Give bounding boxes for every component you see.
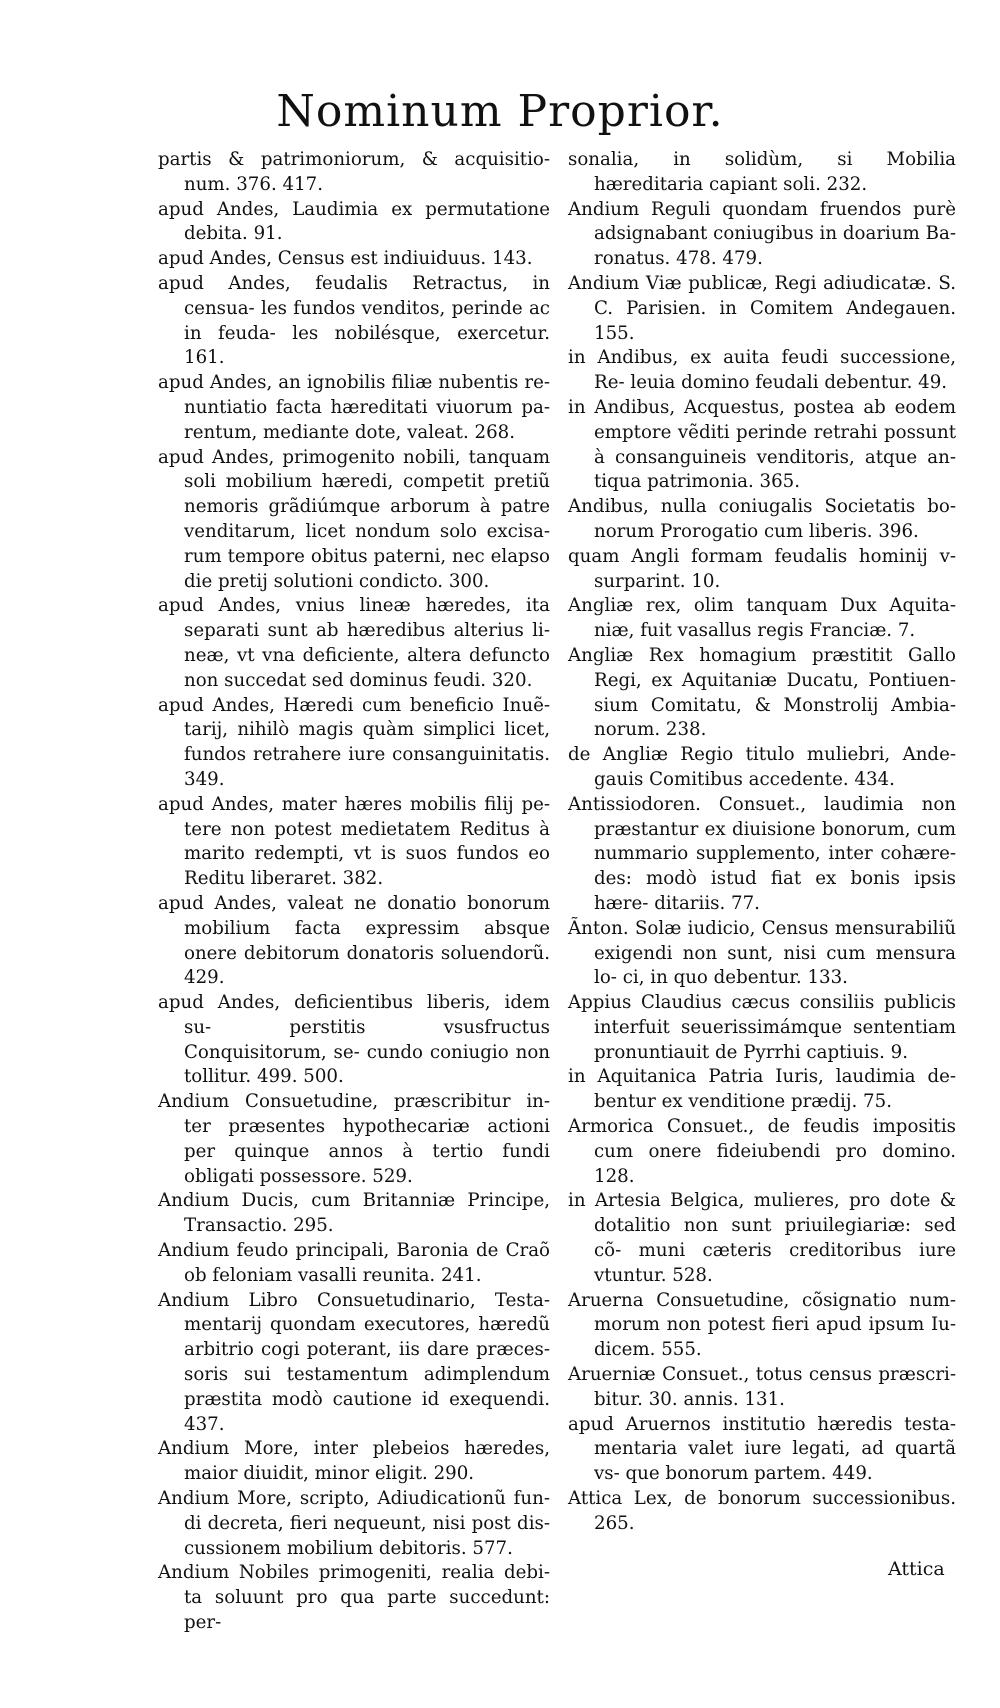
index-entry: Andium Nobiles primogeniti, realia debi- ta soluunt pro qua parte succedunt: per- xyxy=(158,1562,550,1634)
index-entry: Appius Claudius cæcus consiliis publicis interfuit seuerissimámque sententiam pronuntiauit de Pyrrhi captiuis. 9. xyxy=(568,992,956,1063)
index-entry: Aruerniæ Consuet., totus census præscri- bitur. 30. annis. 131. xyxy=(568,1364,956,1410)
index-entry: Aruerna Consuetudine, cõsignatio num- morum non potest fieri apud ipsum Iu- dicem. 555. xyxy=(568,1289,956,1361)
index-entry: Ãnton. Solæ iudicio, Census mensurabiliũ exigendi non sunt, nisi cum mensura lo- ci, in quo debentur. 133. xyxy=(568,917,956,989)
index-entry: apud Aruernos institutio hæredis testa- mentaria valet iure legati, ad quartã vs- que bonorum partem. 449. xyxy=(568,1413,956,1485)
index-entry: in Andibus, Acquestus, postea ab eodem emptore vẽditi perinde retrahi possunt à consanguineis venditoris, atque an- tiqua patrimonia. 365. xyxy=(568,396,956,493)
index-entry: partis & patrimoniorum, & acquisitio- num. 376. 417. xyxy=(158,149,550,195)
index-entry: apud Andes, feudalis Retractus, in censua- les fundos venditos, perinde ac in feuda- les nobilésque, exercetur. 161. xyxy=(158,272,550,369)
index-entry: Attica Lex, de bonorum successionibus. 265. xyxy=(568,1488,956,1534)
index-entry: Andium Libro Consuetudinario, Testa- mentarij quondam executores, hæredũ arbitrio cogi poterant, iis dare præces- soris sui testamentum adimplendum præstita modò cautione id exequendi. 437. xyxy=(158,1289,550,1435)
catchword: Attica xyxy=(888,1558,945,1580)
index-entry: Andium Consuetudine, præscribitur in- ter præsentes hypothecariæ actioni per quinque annos à tertio fundi obligati possessore. 529. xyxy=(158,1091,550,1187)
index-entry: apud Andes, Census est indiuiduus. 143. xyxy=(158,248,533,270)
index-entry: in Aquitanica Patria Iuris, laudimia de- bentur ex venditione prædij. 75. xyxy=(568,1066,956,1113)
index-entry: Angliæ rex, olim tanquam Dux Aquita- niæ, fuit vasallus regis Franciæ. 7. xyxy=(568,595,956,642)
index-entry: in Artesia Belgica, mulieres, pro dote & dotalitio non sunt priuilegiariæ: sed cõ- muni cæteris creditoribus iure vtuntur. 528. xyxy=(568,1190,956,1286)
index-entry: Andibus, nulla coniugalis Societatis bo- norum Prorogatio cum liberis. 396. xyxy=(568,496,956,542)
index-entry: sonalia, in solidùm, si Mobilia hæreditaria capiant soli. 232. xyxy=(568,149,956,195)
index-entry: apud Andes, deficientibus liberis, idem su- perstitis vsusfructus Conquisitorum, se- cundo coniugio non tollitur. 499. 500. xyxy=(158,992,550,1088)
index-entry: in Andibus, ex auita feudi successione, Re- leuia domino feudali debentur. 49. xyxy=(568,347,956,394)
index-entry: Andium Viæ publicæ, Regi adiudicatæ. S. C. Parisien. in Comitem Andegauen. 155. xyxy=(568,272,956,344)
index-entry: quam Angli formam feudalis hominij v- surparint. 10. xyxy=(568,545,956,592)
index-entry: Angliæ Rex homagium præstitit Gallo Regi, ex Aquitaniæ Ducatu, Pontiuen- sium Comitatu, & Monstrolij Ambia- norum. 238. xyxy=(568,644,956,741)
index-entry: Armorica Consuet., de feudis impositis cum onere fideiubendi pro domino. 128. xyxy=(568,1116,956,1187)
index-entry: apud Andes, mater hæres mobilis filij pe- tere non potest medietatem Reditus à marito redempti, vt is suos fundos eo Reditu liberaret. 382. xyxy=(158,793,550,890)
index-entry: apud Andes, an ignobilis filiæ nubentis re- nuntiatio facta hæreditati viuorum pa- rentum, mediante dote, valeat. 268. xyxy=(158,372,550,443)
index-entry: apud Andes, Laudimia ex permutatione debita. 91. xyxy=(158,198,550,245)
index-entry: Andium More, scripto, Adiudicationũ fun- di decreta, fieri nequeunt, nisi post dis- cussionem mobilium debitoris. 577. xyxy=(158,1488,550,1559)
index-entry: Andium More, inter plebeios hæredes, maior diuidit, minor eligit. 290. xyxy=(158,1438,550,1485)
index-entry: Andium feudo principali, Baronia de Craõ ob feloniam vasalli reunita. 241. xyxy=(158,1240,550,1286)
index-entry: Andium Reguli quondam fruendos purè adsignabant coniugibus in doarium Ba- ronatus. 478. 479. xyxy=(568,198,956,270)
index-entry: de Angliæ Regio titulo muliebri, Ande- gauis Comitibus accedente. 434. xyxy=(568,744,956,790)
index-entry: apud Andes, valeat ne donatio bonorum mobilium facta expressim absque onere debitorum donatoris soluendorũ. 429. xyxy=(158,892,550,989)
index-entry: Andium Ducis, cum Britanniæ Principe, Transactio. 295. xyxy=(158,1190,550,1237)
index-entry: apud Andes, primogenito nobili, tanquam soli mobilium hæredi, competit pretiũ nemoris grãdiúmque arborum à patre venditarum, licet nondum solo excisa- rum tempore obitus paterni, nec elapso die pretij solutioni condicto. 300. xyxy=(158,446,550,592)
index-column-left xyxy=(158,148,550,1636)
page-header-title: Nominum Proprior. xyxy=(276,86,724,137)
index-entry: apud Andes, vnius lineæ hæredes, ita separati sunt ab hæredibus alterius li- neæ, vt vna deficiente, altera defuncto non succedat sed dominus feudi. 320. xyxy=(158,595,550,691)
index-entry: apud Andes, Hæredi cum beneficio Inuẽ- tarij, nihilò magis quàm simplici licet, fundos retrahere iure consanguinitatis. 349. xyxy=(158,694,550,790)
index-column-right xyxy=(568,148,956,1537)
index-entry: Antissiodoren. Consuet., laudimia non præstantur ex diuisione bonorum, cum nummario supplemento, inter cohære- des: modò istud fiat ex bonis ipsis hære- ditariis. 77. xyxy=(568,793,956,914)
